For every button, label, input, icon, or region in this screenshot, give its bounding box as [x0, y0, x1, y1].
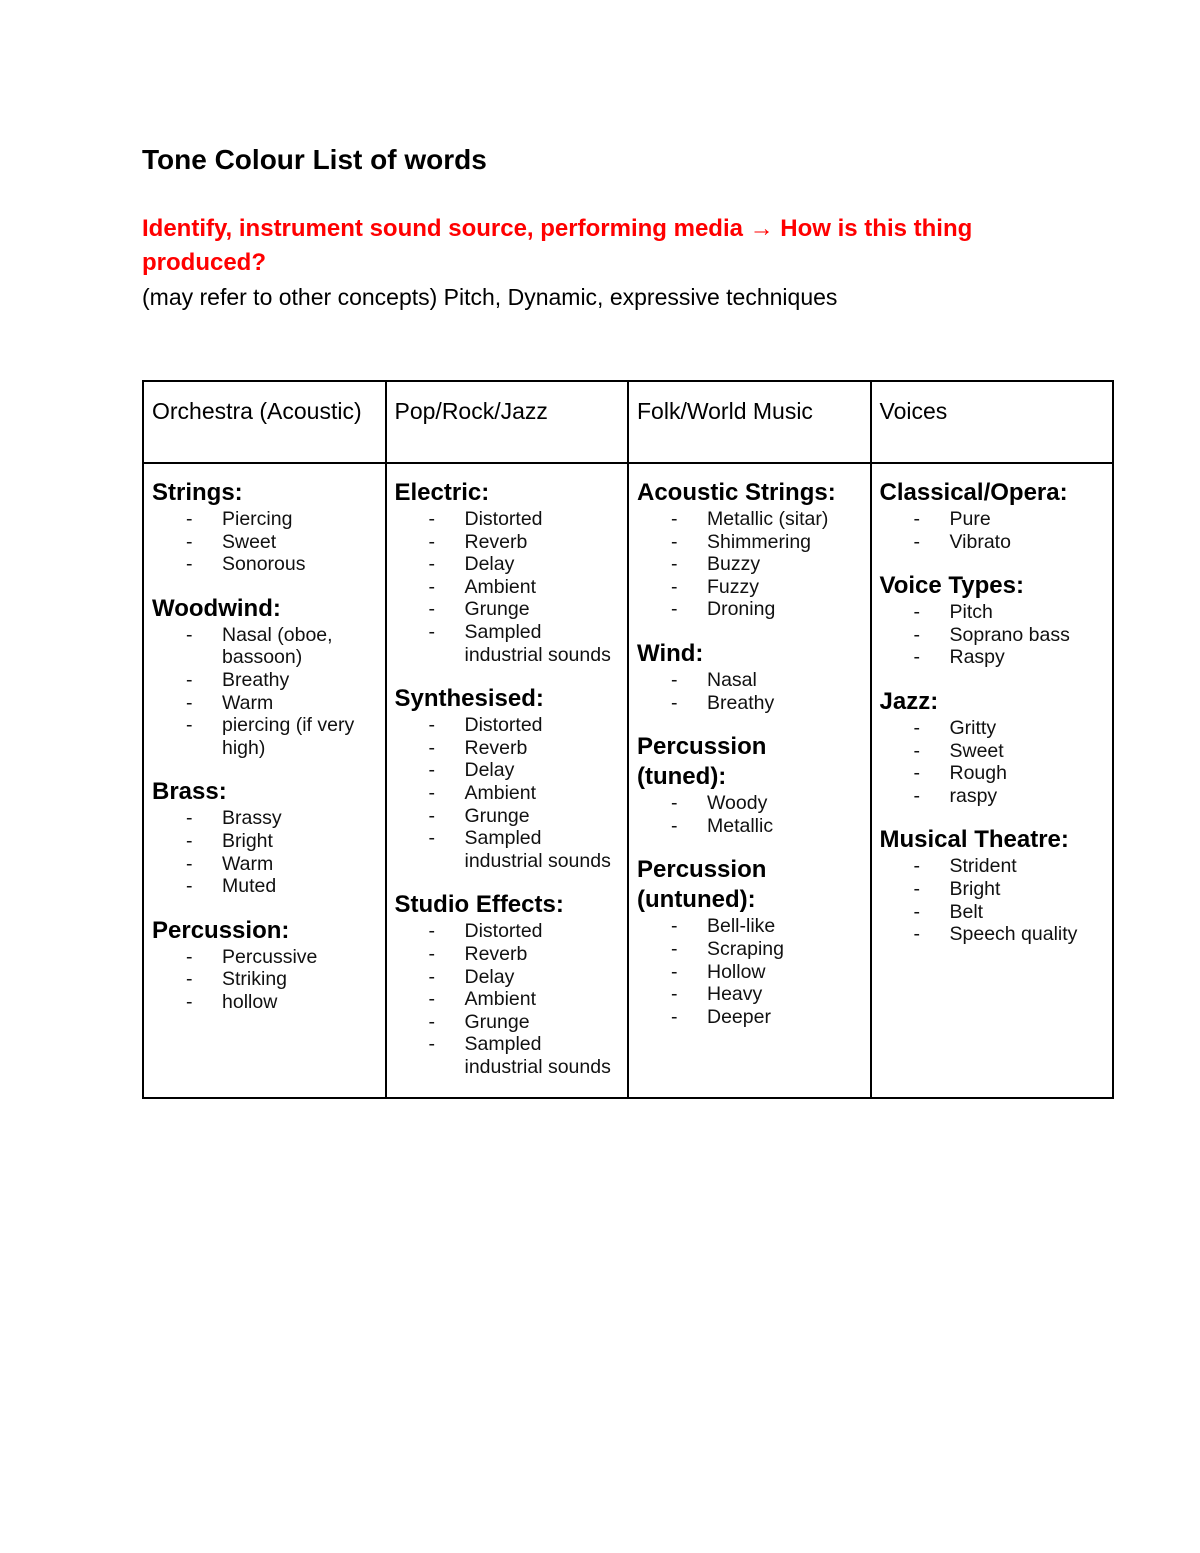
term-list — [152, 807, 377, 897]
tone-colour-table — [142, 380, 1114, 1099]
term-text: Grunge — [464, 598, 530, 621]
term-list — [395, 508, 620, 666]
term-text: Piercing — [222, 508, 293, 530]
dash-bullet-icon: - — [428, 714, 435, 737]
term-text: Ambient — [464, 575, 537, 598]
list-item — [637, 669, 862, 692]
dash-bullet-icon: - — [913, 923, 920, 946]
list-item — [637, 1006, 862, 1029]
dash-bullet-icon: - — [671, 814, 678, 837]
term-text: Ambient — [464, 988, 537, 1011]
term-text: Nasal — [707, 668, 757, 691]
dash-bullet-icon: - — [913, 623, 920, 646]
term-text: Grunge — [464, 804, 530, 827]
list-item — [395, 920, 620, 943]
term-text: Bright — [222, 829, 273, 852]
term-text: raspy — [949, 784, 998, 807]
list-item — [152, 807, 377, 830]
list-item — [152, 714, 377, 759]
term-list — [637, 669, 862, 714]
dash-bullet-icon: - — [428, 530, 435, 553]
dash-bullet-icon: - — [186, 691, 193, 714]
header-voices: Voices — [871, 381, 1114, 463]
dash-bullet-icon: - — [186, 968, 193, 991]
list-item — [152, 875, 377, 898]
list-item — [637, 792, 862, 815]
dash-bullet-icon: - — [913, 877, 920, 900]
term-text: Sampled industrial sounds — [464, 1033, 611, 1078]
term-text: piercing (if very high) — [222, 714, 355, 759]
list-item — [637, 508, 862, 531]
list-item — [880, 717, 1105, 740]
term-text: Percussive — [222, 945, 318, 968]
term-text: Strident — [949, 855, 1017, 878]
dash-bullet-icon: - — [913, 855, 920, 878]
list-item — [152, 508, 377, 531]
list-item — [637, 983, 862, 1006]
category-heading: Percussion (untuned): — [637, 856, 767, 914]
list-item — [880, 531, 1105, 554]
term-text: Bell-like — [707, 915, 776, 938]
list-item — [880, 878, 1105, 901]
dash-bullet-icon: - — [913, 784, 920, 807]
dash-bullet-icon: - — [671, 960, 678, 983]
term-text: Muted — [222, 875, 277, 898]
list-item — [395, 737, 620, 760]
term-text: Gritty — [949, 716, 997, 739]
list-item — [880, 762, 1105, 785]
list-item — [880, 740, 1105, 763]
dash-bullet-icon: - — [186, 623, 193, 646]
dash-bullet-icon: - — [671, 530, 678, 553]
dash-bullet-icon: - — [913, 762, 920, 785]
list-item — [152, 624, 377, 669]
dash-bullet-icon: - — [186, 875, 193, 898]
term-text: Hollow — [707, 960, 766, 983]
category-heading: Percussion (tuned): — [637, 733, 767, 791]
category-heading: Acoustic Strings: — [637, 479, 836, 506]
list-item — [880, 624, 1105, 647]
term-text: Sweet — [949, 739, 1004, 762]
list-item — [395, 805, 620, 828]
list-item — [395, 598, 620, 621]
term-text: Woody — [707, 792, 768, 815]
term-text: Sonorous — [222, 553, 306, 576]
term-text: Speech quality — [949, 923, 1078, 946]
dash-bullet-icon: - — [671, 553, 678, 576]
dash-bullet-icon: - — [428, 598, 435, 621]
term-text: Distorted — [464, 508, 543, 530]
dash-bullet-icon: - — [671, 668, 678, 691]
dash-bullet-icon: - — [186, 508, 193, 530]
list-item — [880, 646, 1105, 669]
term-text: Pure — [949, 508, 991, 530]
dash-bullet-icon: - — [671, 575, 678, 598]
note-text: (may refer to other concepts) Pitch, Dynamic, expressive techniques — [142, 284, 838, 310]
category-heading: Percussion: — [152, 916, 290, 944]
header-folk-world: Folk/World Music — [628, 381, 871, 463]
list-item — [637, 938, 862, 961]
dash-bullet-icon: - — [186, 553, 193, 576]
dash-bullet-icon: - — [186, 945, 193, 968]
dash-bullet-icon: - — [671, 937, 678, 960]
list-item — [395, 1033, 620, 1078]
term-text: Grunge — [464, 1010, 530, 1033]
dash-bullet-icon: - — [186, 714, 193, 737]
category-heading: Woodwind: — [152, 594, 281, 622]
term-list — [152, 508, 377, 576]
category-heading: Electric: — [394, 479, 490, 506]
list-item — [637, 961, 862, 984]
term-text: Sweet — [222, 530, 277, 553]
list-item — [637, 598, 862, 621]
term-text: Warm — [222, 852, 274, 875]
list-item — [395, 508, 620, 531]
term-text: Nasal (oboe, bassoon) — [222, 623, 333, 669]
list-item — [395, 621, 620, 666]
dash-bullet-icon: - — [186, 807, 193, 830]
term-text: Breathy — [222, 668, 290, 691]
term-text: Delay — [464, 553, 515, 576]
column-pop-rock-jazz — [386, 463, 629, 1098]
dash-bullet-icon: - — [913, 530, 920, 553]
term-list — [637, 915, 862, 1028]
category-heading: Classical/Opera: — [879, 479, 1068, 506]
list-item — [637, 576, 862, 599]
dash-bullet-icon: - — [428, 920, 435, 943]
dash-bullet-icon: - — [671, 598, 678, 621]
dash-bullet-icon: - — [428, 942, 435, 965]
term-text: Reverb — [464, 736, 528, 759]
dash-bullet-icon: - — [671, 508, 678, 530]
dash-bullet-icon: - — [671, 915, 678, 938]
term-list — [152, 946, 377, 1014]
list-item — [395, 576, 620, 599]
category-heading: Jazz: — [879, 687, 939, 715]
list-item — [880, 923, 1105, 946]
term-text: Buzzy — [707, 553, 761, 576]
dash-bullet-icon: - — [428, 827, 435, 850]
dash-bullet-icon: - — [671, 792, 678, 815]
list-item — [152, 853, 377, 876]
dash-bullet-icon: - — [913, 739, 920, 762]
dash-bullet-icon: - — [428, 804, 435, 827]
list-item — [395, 531, 620, 554]
dash-bullet-icon: - — [671, 983, 678, 1006]
page-title: Tone Colour List of words — [142, 144, 487, 175]
term-text: Metallic — [707, 814, 774, 837]
list-item — [395, 827, 620, 872]
dash-bullet-icon: - — [186, 530, 193, 553]
list-item — [395, 966, 620, 989]
list-item — [395, 782, 620, 805]
term-text: Scraping — [707, 937, 784, 960]
term-text: Brassy — [222, 807, 282, 830]
instruction-text: Identify, instrument sound source, performing media → How is this thing produced? — [142, 215, 973, 276]
dash-bullet-icon: - — [671, 1005, 678, 1028]
dash-bullet-icon: - — [186, 668, 193, 691]
term-text: Reverb — [464, 530, 528, 553]
term-text: Distorted — [464, 714, 543, 737]
term-text: Delay — [464, 759, 515, 782]
column-voices — [871, 463, 1114, 1098]
term-text: Heavy — [707, 983, 763, 1006]
list-item — [637, 815, 862, 838]
list-item — [880, 855, 1105, 878]
dash-bullet-icon: - — [428, 965, 435, 988]
term-list — [395, 920, 620, 1078]
list-item — [880, 785, 1105, 808]
list-item — [152, 968, 377, 991]
term-text: Ambient — [464, 781, 537, 804]
term-text: Breathy — [707, 691, 775, 714]
term-text: Shimmering — [707, 530, 812, 553]
category-heading: Synthesised: — [394, 685, 544, 713]
list-item — [395, 943, 620, 966]
list-item — [395, 988, 620, 1011]
column-orchestra — [143, 463, 386, 1098]
list-item — [880, 901, 1105, 924]
table-header-row — [143, 381, 1113, 463]
header-orchestra: Orchestra (Acoustic) — [143, 381, 386, 463]
category-heading: Studio Effects: — [394, 891, 564, 919]
list-item — [152, 553, 377, 576]
term-text: Bright — [949, 877, 1001, 900]
dash-bullet-icon: - — [913, 900, 920, 923]
term-list — [880, 717, 1105, 807]
list-item — [637, 531, 862, 554]
dash-bullet-icon: - — [186, 990, 193, 1013]
dash-bullet-icon: - — [428, 508, 435, 530]
dash-bullet-icon: - — [913, 601, 920, 624]
dash-bullet-icon: - — [428, 759, 435, 782]
dash-bullet-icon: - — [428, 620, 435, 643]
list-item — [395, 759, 620, 782]
term-list — [880, 508, 1105, 553]
term-list — [880, 601, 1105, 669]
dash-bullet-icon: - — [913, 508, 920, 530]
dash-bullet-icon: - — [428, 553, 435, 576]
category-heading: Musical Theatre: — [879, 826, 1069, 854]
list-item — [637, 915, 862, 938]
list-item — [637, 692, 862, 715]
list-item — [152, 531, 377, 554]
list-item — [152, 991, 377, 1014]
term-text: Sampled industrial sounds — [464, 620, 611, 666]
category-heading: Brass: — [152, 778, 227, 806]
dash-bullet-icon: - — [428, 1010, 435, 1033]
list-item — [152, 692, 377, 715]
term-text: Vibrato — [949, 530, 1011, 553]
term-text: Delay — [464, 965, 515, 988]
list-item — [880, 508, 1105, 531]
list-item — [152, 946, 377, 969]
list-item — [395, 553, 620, 576]
list-item — [395, 714, 620, 737]
term-text: Fuzzy — [707, 575, 760, 598]
column-folk-world — [628, 463, 871, 1098]
term-text: Belt — [949, 900, 984, 923]
term-text: Warm — [222, 691, 274, 714]
dash-bullet-icon: - — [671, 691, 678, 714]
list-item — [152, 830, 377, 853]
dash-bullet-icon: - — [428, 1033, 435, 1056]
term-text: Deeper — [707, 1005, 771, 1028]
list-item — [152, 669, 377, 692]
list-item — [637, 553, 862, 576]
dash-bullet-icon: - — [913, 646, 920, 669]
dash-bullet-icon: - — [428, 575, 435, 598]
term-text: Sampled industrial sounds — [464, 827, 611, 872]
term-text: Reverb — [464, 942, 528, 965]
dash-bullet-icon: - — [428, 736, 435, 759]
category-heading: Wind: — [637, 639, 704, 667]
term-list — [152, 624, 377, 760]
term-list — [395, 714, 620, 872]
term-text: Striking — [222, 968, 288, 991]
category-heading: Strings: — [152, 479, 243, 506]
term-text: Droning — [707, 598, 776, 621]
term-list — [637, 792, 862, 837]
dash-bullet-icon: - — [428, 988, 435, 1011]
dash-bullet-icon: - — [186, 829, 193, 852]
list-item — [395, 1011, 620, 1034]
term-list — [880, 855, 1105, 945]
term-text: Raspy — [949, 646, 1005, 669]
dash-bullet-icon: - — [913, 716, 920, 739]
list-item — [880, 601, 1105, 624]
dash-bullet-icon: - — [186, 852, 193, 875]
category-heading: Voice Types: — [879, 572, 1024, 600]
term-list — [637, 508, 862, 621]
term-text: Metallic (sitar) — [707, 508, 829, 530]
term-text: hollow — [222, 990, 278, 1013]
term-text: Pitch — [949, 601, 993, 624]
term-text: Soprano bass — [949, 623, 1070, 646]
term-text: Rough — [949, 762, 1007, 785]
table-body-row — [143, 463, 1113, 1098]
dash-bullet-icon: - — [428, 781, 435, 804]
term-text: Distorted — [464, 920, 543, 943]
header-pop-rock-jazz: Pop/Rock/Jazz — [386, 381, 629, 463]
